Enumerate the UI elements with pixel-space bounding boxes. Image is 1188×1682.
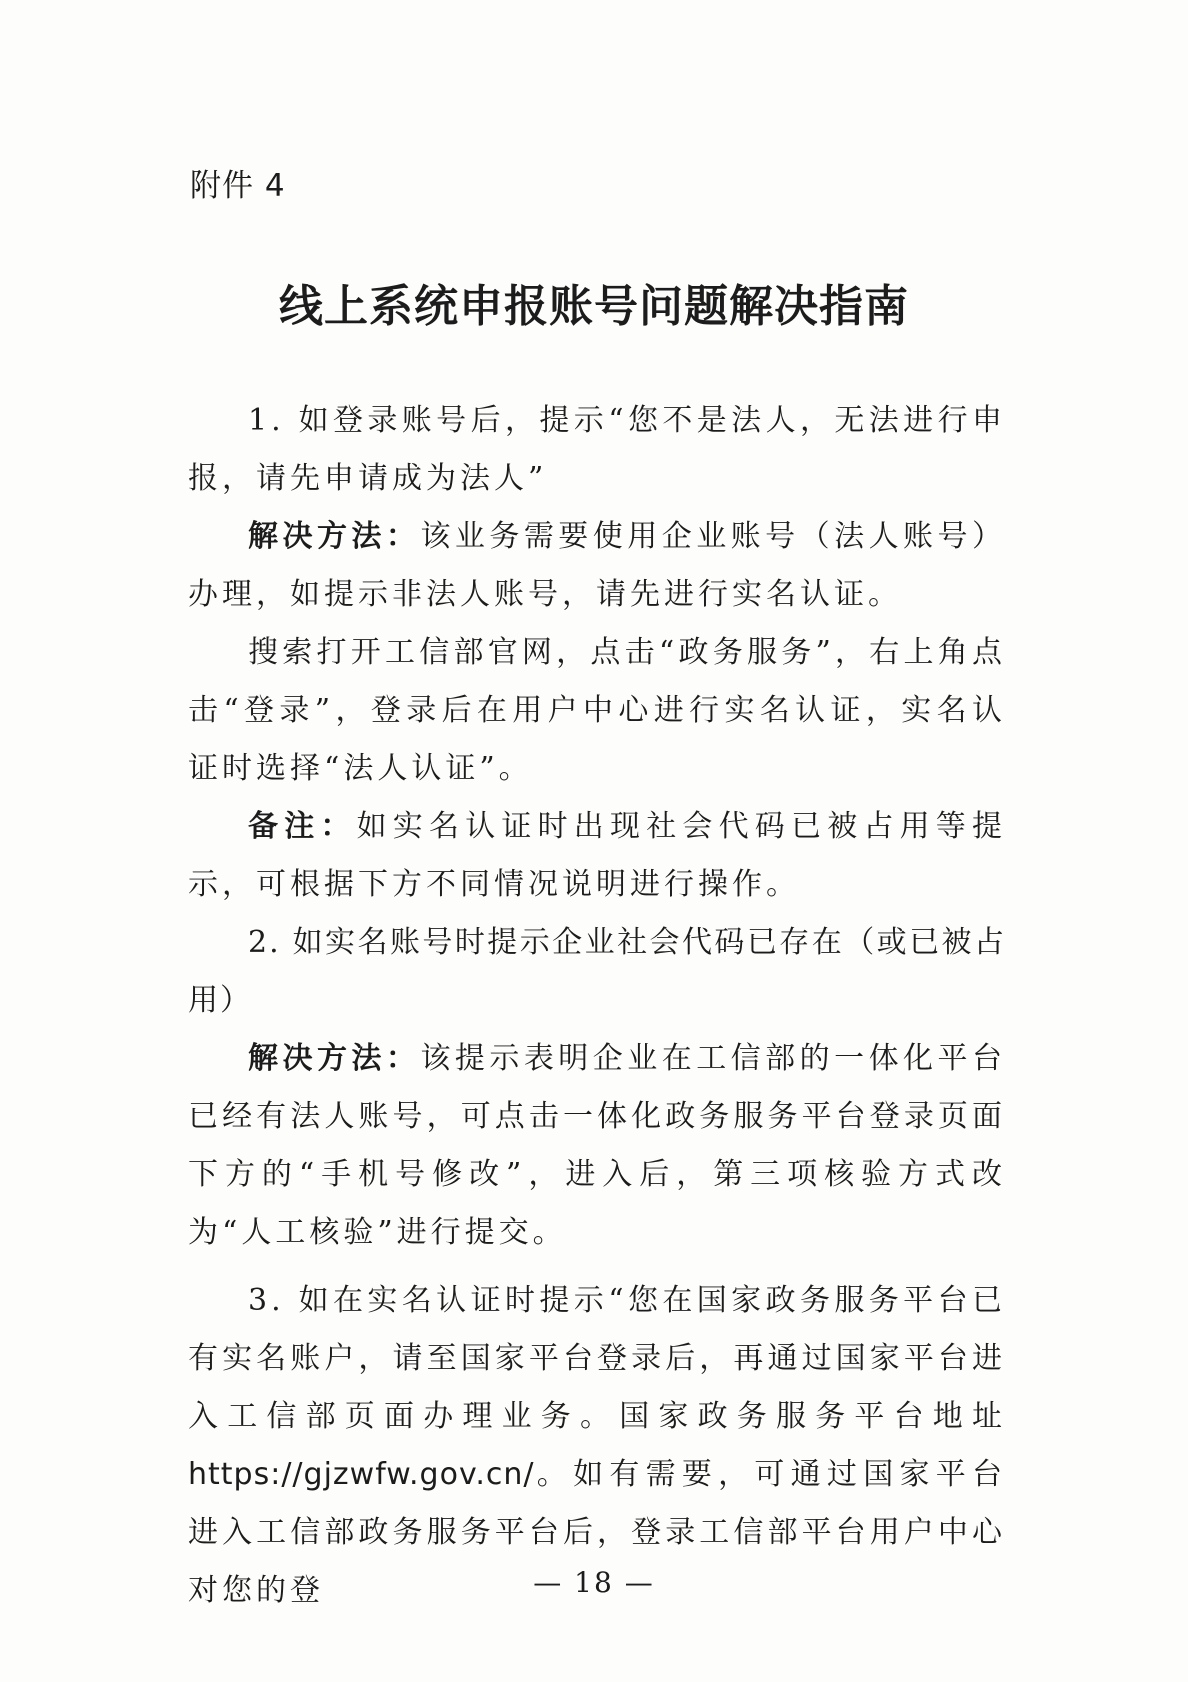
platform-url: https://gjzwfw.gov.cn/ bbox=[188, 1457, 535, 1492]
solution-text: 该业务需要使用企业账号（法人账号）办理，如提示非法人账号，请先进行实名认证。 bbox=[188, 519, 1007, 612]
question-text: 3. 如在实名认证时提示“您在国家政务服务平台已有实名账户，请至国家平台登录后，再通过国家平台进入工信部页面办理业务。国家政务服务平台地址 bbox=[188, 1283, 1006, 1434]
item-2-solution bbox=[188, 1030, 1006, 1262]
solution-text: 该提示表明企业在工信部的一体化平台已经有法人账号，可点击一体化政务服务平台登录页面下方的“手机号修改”，进入后，第三项核验方式改为“人工核验”进行提交。 bbox=[188, 1041, 1007, 1250]
note-text: 如实名认证时出现社会代码已被占用等提示，可根据下方不同情况说明进行操作。 bbox=[188, 809, 1007, 902]
question-text-continued: 。如有需要，可通过国家平台进入工信部政务服务平台后，登录工信部平台用户中心对您的登 bbox=[188, 1457, 1006, 1608]
item-1-question: 1. 如登录账号后，提示“您不是法人，无法进行申报，请先申请成为法人” bbox=[188, 403, 1006, 496]
item-1-note bbox=[188, 798, 1006, 914]
item-1-detail: 搜索打开工信部官网，点击“政务服务”，右上角点击“登录”，登录后在用户中心进行实名认证，实名认证时选择“法人认证”。 bbox=[188, 635, 1006, 786]
note-label: 备注： bbox=[248, 809, 357, 844]
item-1-solution bbox=[188, 508, 1006, 624]
document-body bbox=[188, 392, 1006, 1620]
document-title: 线上系统申报账号问题解决指南 bbox=[279, 281, 909, 332]
attachment-label: 附件 4 bbox=[190, 168, 286, 204]
page-number: — 18 — bbox=[533, 1566, 655, 1599]
solution-label: 解决方法： bbox=[248, 519, 421, 554]
item-2-question: 2. 如实名账号时提示企业社会代码已存在（或已被占用） bbox=[188, 925, 1006, 1018]
solution-label: 解决方法： bbox=[248, 1041, 421, 1076]
